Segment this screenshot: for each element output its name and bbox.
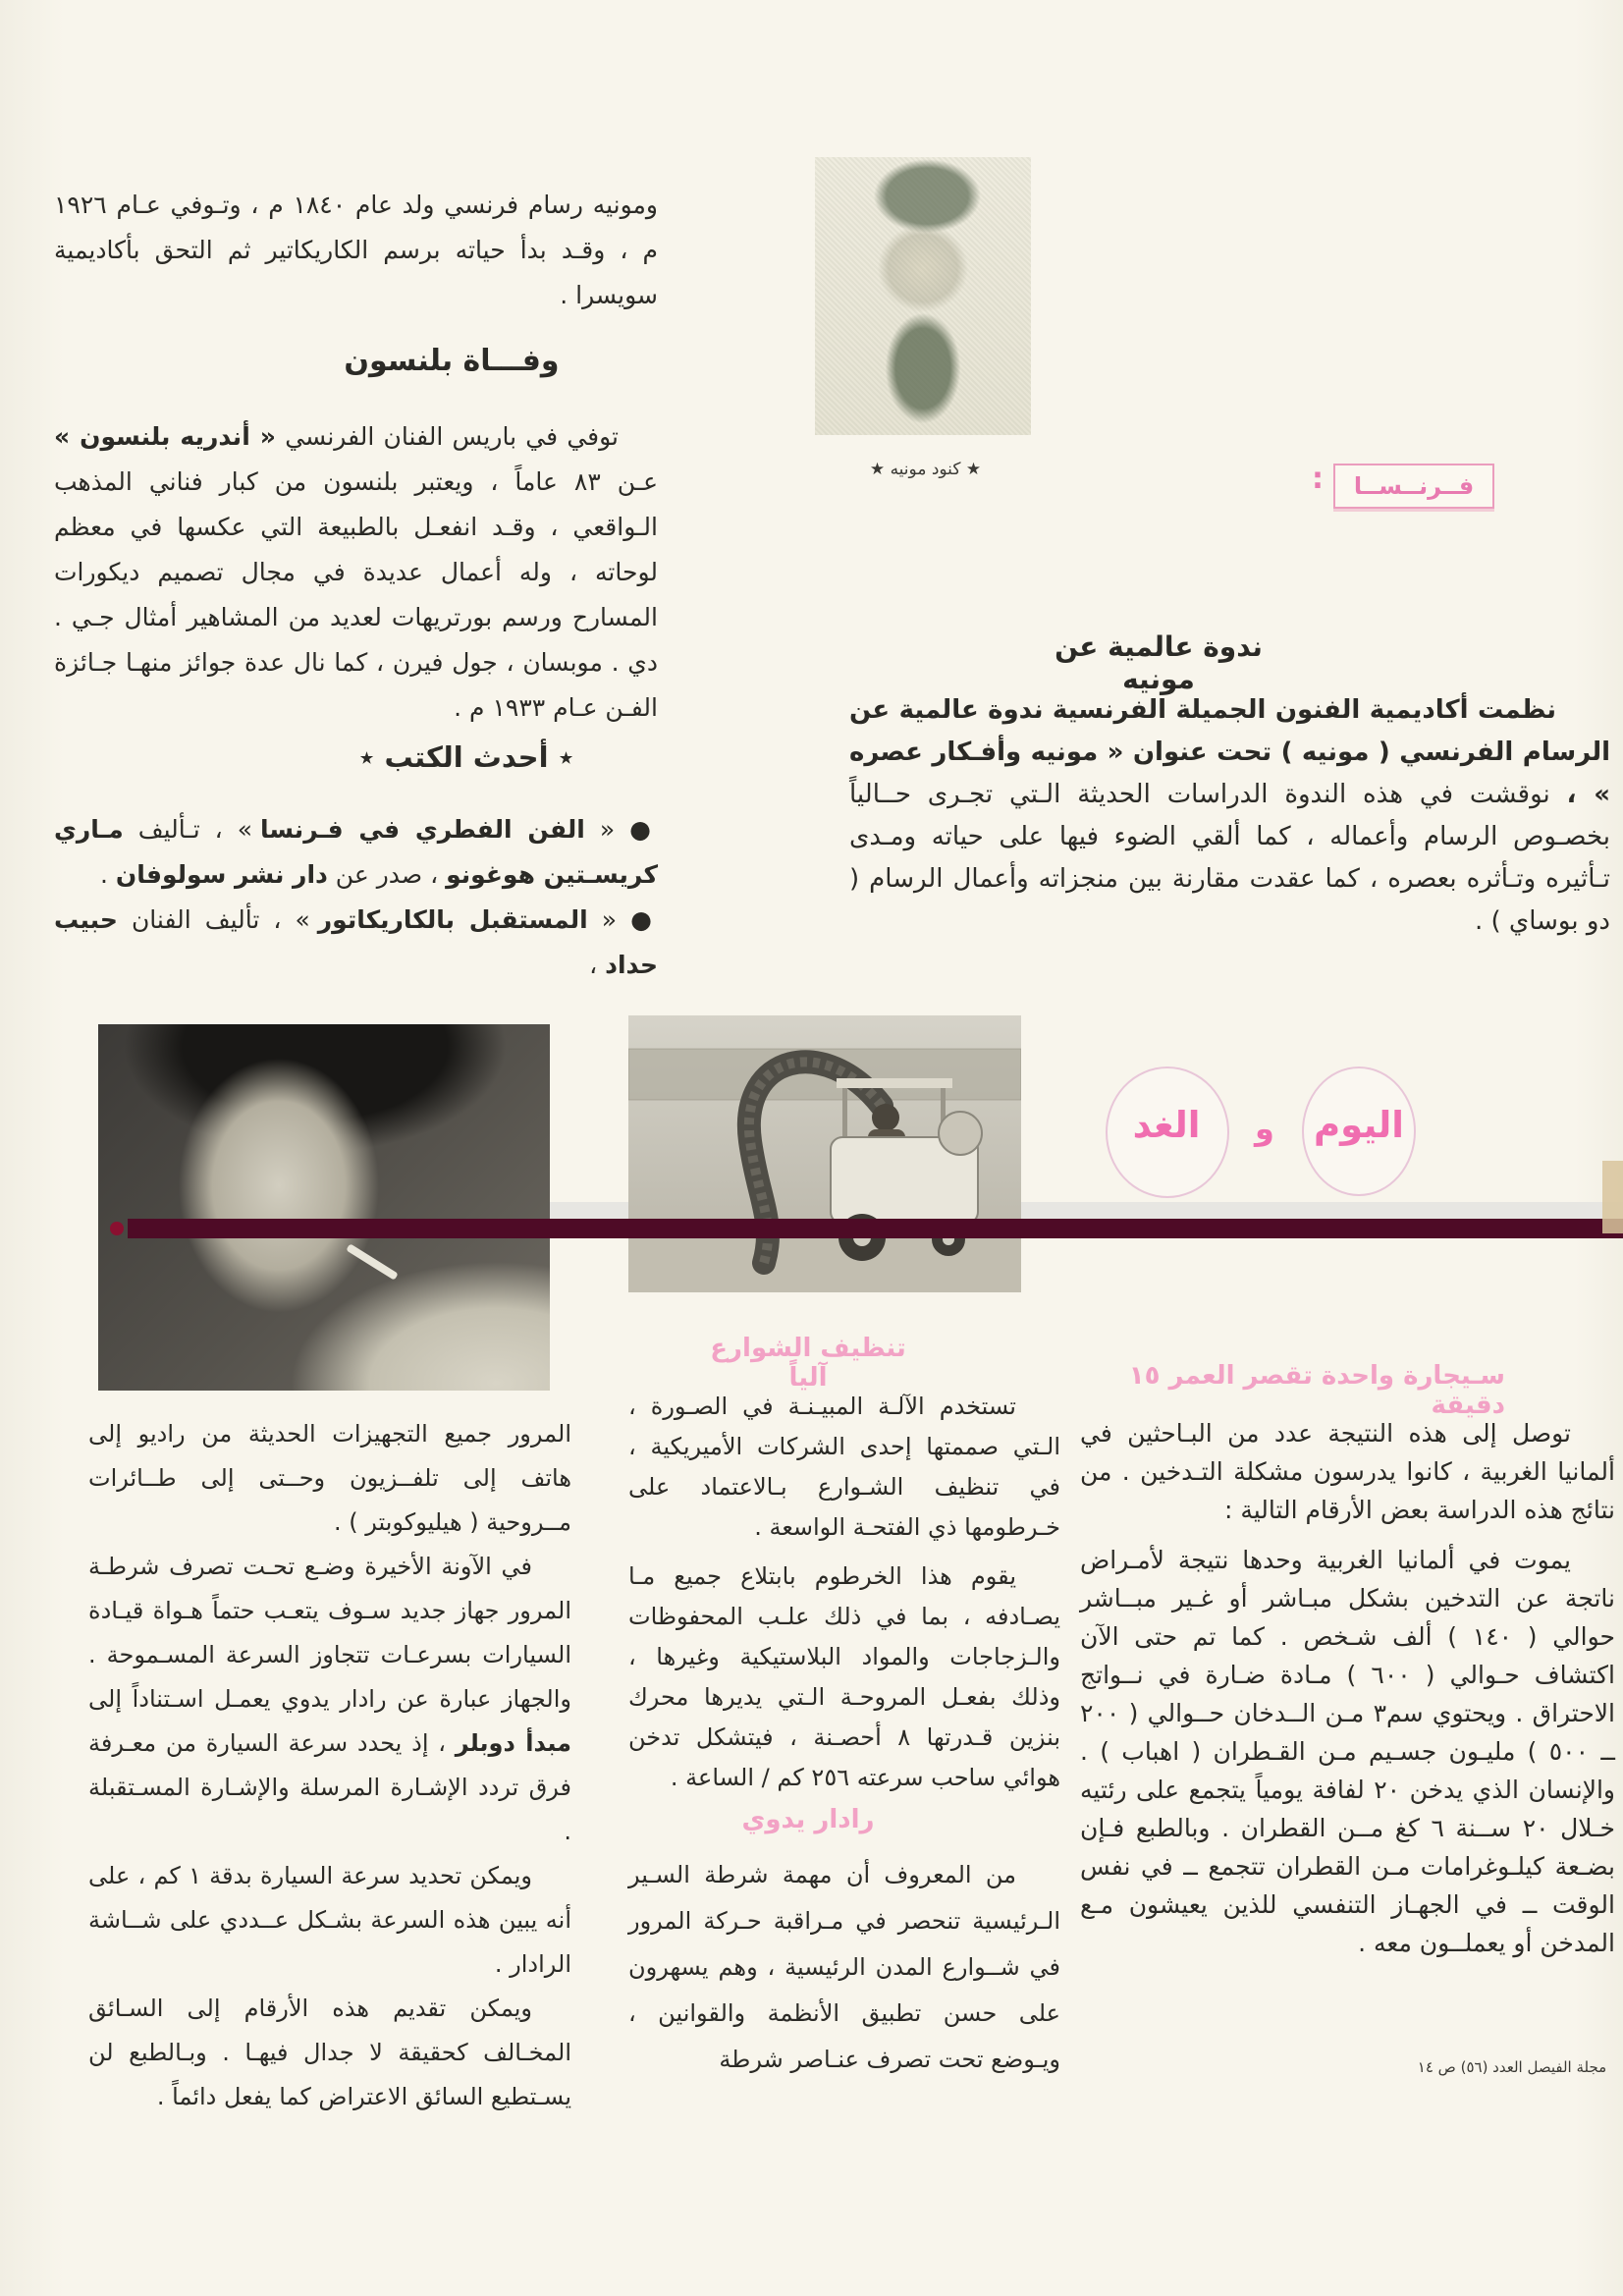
traffic-p2-lead: في الآونة الأخيرة وضـع تحـت تصرف شرطـة المرور جهاز جديد سـوف يتعـب حتماً هـواة قيـادة السيارات بسرعـات تتجاوز السرعة المسـموحة . والجهاز عبارة عن رادار يدوي يعمـل اسـتناداً إلى — [88, 1553, 571, 1713]
obituary-artist-name: « أندريه بلنسون » — [54, 422, 276, 451]
obituary-lead: توفي في باريس الفنان الفرنسي — [275, 422, 619, 451]
latest-books-list — [54, 807, 658, 988]
handheld-radar-heading: رادار يدوي — [741, 1805, 875, 1834]
traffic-paragraph: المرور جميع التجهيزات الحديثة من راديو إلى هاتف إلى تلفــزيون وحــتى إلى طــائرات مــروحية ( هيليوكوبتر ) . — [88, 1420, 571, 1536]
france-tag-colon: : — [1312, 462, 1324, 496]
handheld-radar-paragraph: من المعروف أن مهمة شرطة السـير الـرئيسية تنحصر في مـراقبة حـركة المرور في شــوارع المدن الرئيسية ، وهم يسهرون على حسن تطبيق الأنظمة والقوانين ، ويـوضع تحت تصرف عنـاصر شرطة — [628, 1861, 1060, 2073]
traffic-p2-rest: ، إذ يحدد سرعة السيارة من معـرفة فرق تردد الإشـارة المرسلة والإشـارة المسـتقبلة . — [88, 1729, 571, 1845]
book1-end: . — [99, 860, 116, 889]
street-cleaning-heading: تنظيف الشوارع آلياً — [710, 1334, 906, 1393]
seminar-text — [849, 689, 1610, 943]
maroon-divider-stripe — [128, 1219, 1623, 1238]
street-cleaning-paragraph: يقوم هذا الخرطوم بابتلاع جميع مـا يصـادفه ، بما في ذلك علـب المحفوظات والـزجاجات والمواد البلاستيكية وغيرها ، وذلك بفعـل المروحـة الـتي يديرها محرك بنزين قـدرتها ٨ أحصـنة ، فيتشكل تدخن هوائي ساحب سرعته ٢٥٦ كم / الساعة . — [628, 1562, 1060, 1791]
logo-word-tomorrow: الغد — [1132, 1104, 1201, 1146]
monet-portrait-photo — [815, 157, 1031, 435]
book2-sep: » ، تأليف الفنان — [117, 905, 318, 934]
canopy — [837, 1078, 952, 1088]
street-sweeper-photo — [628, 1015, 1021, 1292]
france-section-tag: فــرنــســا — [1333, 464, 1494, 509]
obituary-paragraph — [54, 414, 658, 731]
book1-author: مـاري كريسـتين هوغونو — [54, 815, 658, 889]
logo-word-today: اليوم — [1314, 1104, 1404, 1146]
cigarette-heading: سـيجارة واحدة تقصر العمر ١٥ دقيقة — [1128, 1361, 1505, 1420]
book1-sep2: ، صدر عن — [327, 860, 447, 889]
seminar-rest: نوقشت في هذه الندوة الدراسات الحديثة الـتي تجـرى حــالياً بخصـوص الرسام وأعماله ، كما ألقي الضوء فيها على حياته ومـدى تـأثيره وتـأثره بعصره ، كما عقدت مقارنة بين منجزاته وأعمال الرسام ( دو بوساي ) . — [849, 780, 1610, 936]
street-cleaning-paragraph: تستخدم الآلـة المبيـنـة في الصـورة ، الـتي صممتها إحدى الشركات الأميريكية ، في تنظيف الشـوارع بـالاعتماد على خـرطومها ذي الفتحـة الواسعة . — [628, 1393, 1060, 1541]
cigarette-paragraph: يموت في ألمانيا الغربية وحدها نتيجة لأمـراض ناتجة عن التدخين بشكل مبـاشر أو غـير مبــاشر حوالي ( ١٤٠ ) ألف شـخص . كما تم حتى الآن اكتشاف حـوالي ( ٦٠٠ ) مـادة ضـارة في نــواتج الاحتراق . ويحتوي سم٣ مـن الــدخان حــوالي ( ٢٠٠ ــ ٥٠٠ ) مليـون جسـيم مـن القـطران ( اهباب ) . والإنسان الذي يدخن ٢٠ لفافة يومياً يتجمع على رئتيه خـلال ٢٠ ســنة ٦ كغ مــن القطران . وبالطبع فـإن بضـعة كيلـوغرامات مـن القطران تتجمع ــ في نفس الوقت ــ في الجهـاز التنفسي للذين يعيشون مـع المدخن أو يعملــون معه . — [1080, 1546, 1616, 1957]
stripe-end-dot — [110, 1222, 124, 1235]
intro-text: ومونيه رسام فرنسي ولد عام ١٨٤٠ م ، وتـوفي عـام ١٩٢٦ م ، وقـد بدأ حياته برسم الكاريكاتير ثم التحق بأكاديمية سويسرا . — [54, 191, 658, 309]
traffic-paragraph: ويمكن تحديد سرعة السيارة بدقة ١ كم ، على أنه يبين هذه السرعة بشـكل عــددي على شــاشة الرادار . — [88, 1862, 571, 1978]
scan-edge-artifact — [1602, 1161, 1623, 1233]
street-cleaning-article — [628, 1387, 1060, 1798]
today-and-tomorrow-logo — [1100, 1063, 1424, 1200]
cigarette-article — [1080, 1414, 1615, 1962]
book-item — [54, 807, 658, 898]
traffic-paragraph: ويمكن تقديم هذه الأرقام إلى السـائق المخـالف كحقيقة لا جدال فيهـا . وبـالطبع لن يسـتطيع السائق الاعتراض كما يفعل دائماً . — [88, 1995, 571, 2110]
traffic-article — [88, 1412, 571, 2119]
handheld-radar-article — [628, 1852, 1060, 2083]
book1-sep: » ، تـأليف — [123, 815, 260, 844]
monet-intro-paragraph — [54, 183, 658, 318]
portrait-caption: ★ كنود مونيه ★ — [869, 460, 982, 479]
street-sweeper-illustration — [628, 1015, 1021, 1292]
page-footer: مجلة الفيصل العدد (٥٦) ص ١٤ — [1417, 2058, 1607, 2076]
logo-word-and: و — [1255, 1110, 1274, 1147]
doppler-principle-bold: مبدأ دوبلر — [455, 1729, 571, 1757]
book1-publisher: دار نشر سولوفان — [115, 860, 328, 889]
latest-books-title: ٭ أحدث الكتب ٭ — [358, 740, 574, 774]
seminar-title: ندوة عالمية عن مونيه — [1055, 630, 1263, 695]
book2-title: المستقبل بالكاريكاتور — [317, 905, 588, 934]
book1-title: الفن الفطري في فـرنسا — [259, 815, 585, 844]
book2-end: ، — [589, 951, 606, 979]
seminar-bold-lead: نظمت أكاديمية الفنون الجميلة الفرنسية ندوة عالمية عن الرسام الفرنسي ( مونيه ) تحت عنوان « مونيه وأفـكار عصره » ، — [849, 695, 1610, 809]
book-item — [54, 898, 658, 988]
cigarette-paragraph: توصل إلى هذه النتيجة عدد من البـاحثين في ألمانيا الغربية ، كانوا يدرسون مشكلة التـدخين . من نتائج هذه الدراسة بعض الأرقام التالية : — [1080, 1419, 1615, 1524]
smoking-man-photo — [98, 1024, 550, 1391]
collector-bin — [939, 1112, 982, 1155]
book2-author: حبيب حداد — [54, 905, 658, 979]
obituary-text — [54, 414, 658, 731]
book1-bullet: ● « — [584, 815, 658, 844]
obituary-rest: عـن ٨٣ عاماً ، ويعتبر بلنسون من كبار فناني المذهب الـواقعي ، وقـد انفعـل بالطبيعة التي عكسها في معظم لوحاته ، وله أعمال عديدة في مجال تصميم ديكورات المسارح ورسم بورتريهات لعديد من المشاهير أمثال جـي . دي . موبسان ، جول فيرن ، كما نال عدة جوائز منهـا جـائزة الفـن عـام ١٩٣٣ م . — [54, 467, 658, 722]
book2-bullet: ● « — [587, 905, 658, 934]
cigarette-shape — [346, 1243, 398, 1281]
obituary-title: وفـــاة بلنسون — [344, 344, 560, 378]
driver-figure — [872, 1104, 899, 1131]
seminar-paragraph — [849, 689, 1610, 943]
traffic-paragraph — [88, 1545, 571, 1854]
